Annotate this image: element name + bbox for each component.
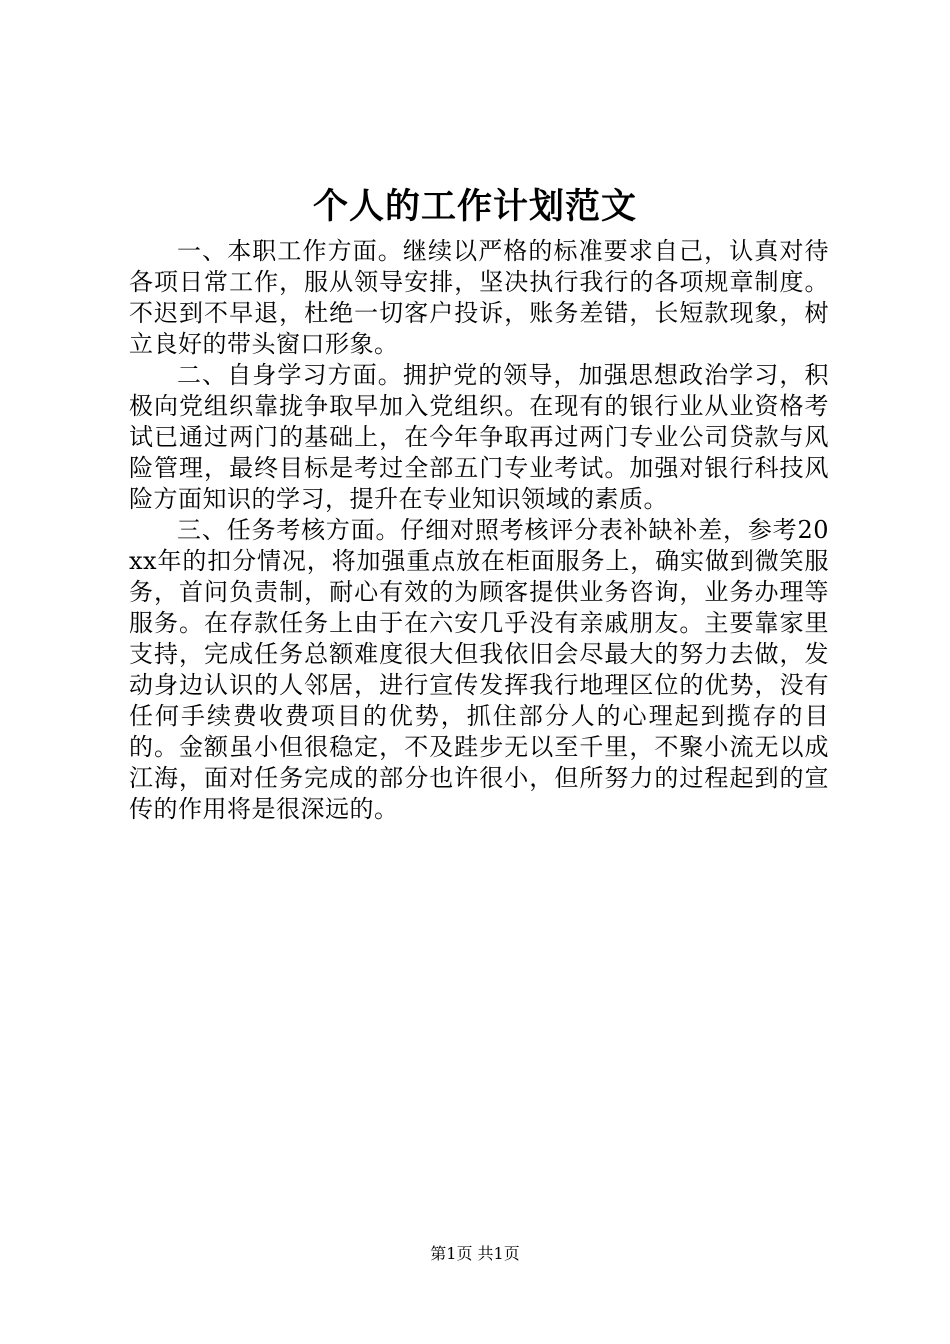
- document-title: 个人的工作计划范文: [312, 187, 637, 227]
- paragraph-3: 三、任务考核方面。仔细对照考核评分表补缺补差，参考20xx年的扣分情况，将加强重点放在柜面服务上，确实做到微笑服务，首问负责制，耐心有效的为顾客提供业务咨询，业务办理等服务。在存款任务上由于在六安几乎没有亲戚朋友。主要靠家里支持，完成任务总额难度很大但我依旧会尽最大的努力去做，发动身边认识的人邻居，进行宣传发挥我行地理区位的优势，没有任何手续费收费项目的优势，抓住部分人的心理起到揽存的目的。金额虽小但很稳定，不及跬步无以至千里，不聚小流无以成江海，面对任务完成的部分也许很小，但所努力的过程起到的宣传的作用将是很深远的。: [129, 516, 829, 823]
- paragraph-2: 二、自身学习方面。拥护党的领导，加强思想政治学习，积极向党组织靠拢争取早加入党组织。在现有的银行业从业资格考试已通过两门的基础上，在今年争取再过两门专业公司贷款与风险管理，最终目标是考过全部五门专业考试。加强对银行科技风险方面知识的学习，提升在专业知识领域的素质。: [129, 361, 829, 513]
- page-footer: 第1页 共1页: [430, 1244, 520, 1263]
- paragraph-1: 一、本职工作方面。继续以严格的标准要求自己，认真对待各项日常工作，服从领导安排，坚决执行我行的各项规章制度。不迟到不早退，杜绝一切客户投诉，账务差错，长短款现象，树立良好的带头窗口形象。: [129, 237, 829, 358]
- document-body: [129, 236, 829, 825]
